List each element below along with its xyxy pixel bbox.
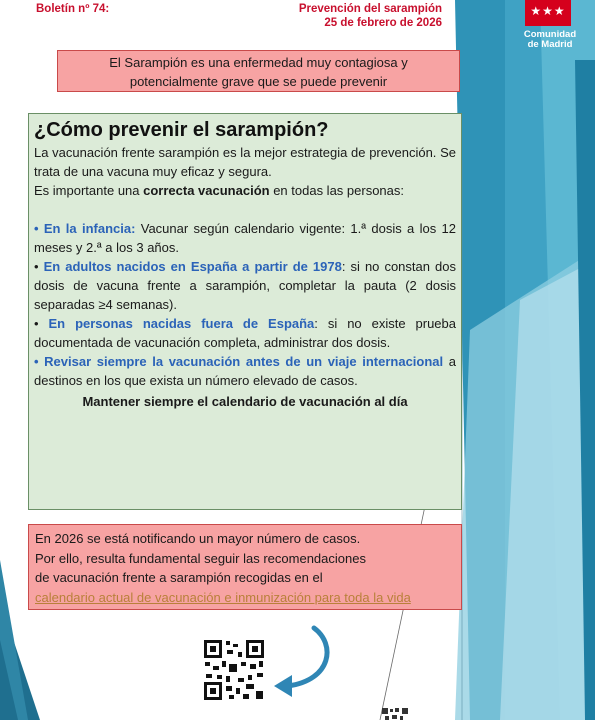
intro-line-2: potencialmente grave que se puede prevenir bbox=[129, 74, 388, 89]
prevention-paragraph-2 bbox=[34, 181, 456, 200]
alert-box bbox=[28, 524, 462, 610]
p2-after: en todas las personas: bbox=[269, 183, 404, 198]
bullet-dot: • bbox=[34, 354, 45, 369]
intro-line-1: El Sarampión es una enfermedad muy contagiosa y bbox=[109, 55, 408, 70]
logo-text-line1: Comunidad bbox=[523, 29, 577, 40]
bullet-travel-label: Revisar siempre la vacunación antes de un viaje internacional bbox=[44, 354, 444, 369]
comunidad-madrid-logo bbox=[505, 0, 595, 60]
bulletin-title-block bbox=[270, 2, 442, 30]
prevention-box bbox=[28, 113, 462, 510]
alert-line-3: de vacunación frente a sarampión recogidas en el bbox=[35, 570, 323, 585]
bullet-adults bbox=[34, 257, 456, 314]
spacer bbox=[34, 200, 456, 219]
bullet-infancy-label: En la infancia: bbox=[43, 221, 136, 236]
bulletin-number: Boletín nº 74: bbox=[36, 3, 110, 15]
p2-bold: correcta vacunación bbox=[143, 183, 270, 198]
bulletin-date: 25 de febrero de 2026 bbox=[324, 17, 442, 29]
logo-text-line2: de Madrid bbox=[527, 39, 573, 50]
bullet-travel bbox=[34, 352, 456, 390]
bullet-infancy bbox=[34, 219, 456, 257]
logo-stars-icon: ★★★ bbox=[530, 4, 566, 18]
bullet-dot: • bbox=[34, 221, 44, 236]
curved-arrow-icon bbox=[270, 622, 350, 702]
prevention-title: ¿Cómo prevenir el sarampión? bbox=[34, 119, 329, 141]
bullet-dot: • bbox=[34, 259, 44, 274]
logo-text bbox=[505, 30, 595, 50]
bullet-adults-text: : si no constan dos dosis de vacuna frente a sarampión, completar la pauta (2 dosis separadas ≥4 semanas). bbox=[34, 259, 456, 312]
bullet-travel-text: a destinos en los que exista un número elevado de casos. bbox=[34, 354, 457, 388]
qr-code-icon[interactable] bbox=[202, 638, 266, 702]
bullet-infancy-text: Vacunar según calendario vigente: 1.ª dosis a los 12 meses y 2.ª a los 3 años. bbox=[34, 221, 456, 255]
alert-line-2: Por ello, resulta fundamental seguir las recomendaciones bbox=[35, 550, 366, 566]
bullet-adults-label: En adultos nacidos en España a partir de 1978 bbox=[43, 259, 342, 274]
bullet-foreign-label: En personas nacidas fuera de España bbox=[48, 316, 315, 331]
alert-line-1: En 2026 se está notificando un mayor número de casos. bbox=[35, 531, 361, 546]
prevention-paragraph-1: La vacunación frente sarampión es la mejor estrategia de prevención. Se trata de una vacuna muy eficaz y segura. bbox=[34, 145, 456, 179]
logo-flag bbox=[525, 0, 571, 26]
bullet-foreign-born bbox=[34, 314, 456, 352]
bullet-foreign-text: : si no existe prueba documentada de vacunación completa, administrar dos dosis. bbox=[34, 316, 456, 350]
vaccination-calendar-link[interactable]: calendario actual de vacunación e inmunización para toda la vida bbox=[35, 589, 411, 605]
intro-box bbox=[57, 50, 460, 92]
bullet-dot: • bbox=[34, 316, 49, 331]
small-qr-code-icon bbox=[382, 706, 410, 720]
bulletin-topic: Prevención del sarampión bbox=[298, 3, 442, 15]
prevention-closing: Mantener siempre el calendario de vacunación al día bbox=[82, 394, 408, 409]
p2-before: Es importante una bbox=[34, 183, 144, 198]
